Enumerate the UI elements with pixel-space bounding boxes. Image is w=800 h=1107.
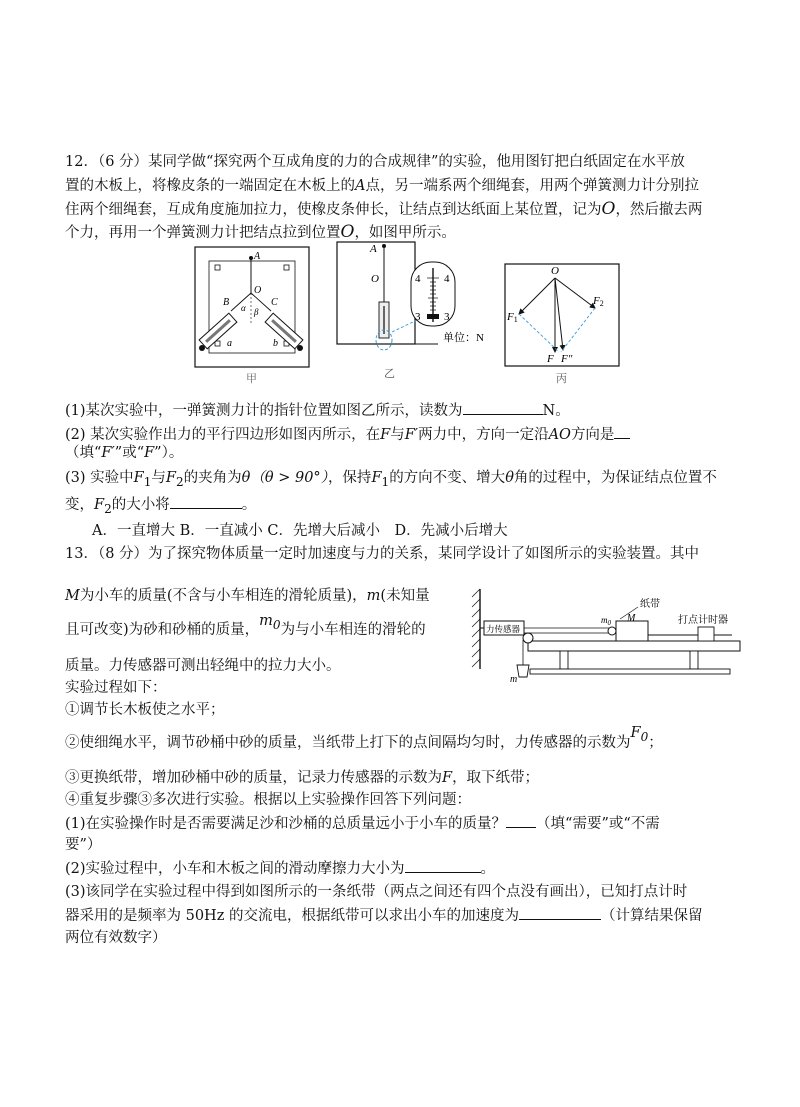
- bing-label-F1-sub: 1: [513, 315, 518, 324]
- q12-sub3: (3) 实验中$F_1$与$F_2$的夹角为θ（θ > 90°），保持$F_1$的方向不变、增大θ角的过程中，为保证结点位置不: [65, 470, 717, 489]
- apparatus-timer-label: 打点计时器: [678, 615, 728, 626]
- apparatus-m-label: m: [510, 674, 518, 685]
- q12-options: A．一直增大 B．一直减小 C．先增大后减小 D．先减小后增大: [92, 523, 508, 539]
- q12-line3: 住两个细绳套，互成角度施加拉力，使橡皮条伸长，让结点到达纸面上某位置，记为O，然后撤去两: [65, 199, 703, 219]
- jia-label-A: A: [254, 251, 261, 262]
- blank-q13-2[interactable]: [405, 858, 481, 873]
- svg-text:m0: $m_0$: [601, 615, 611, 627]
- yi-unit: 单位：N: [443, 332, 484, 344]
- bing-label-F2-sub: 2: [599, 299, 604, 308]
- figure-apparatus: [470, 585, 745, 685]
- q13-ask3: (3)该同学在实验过程中得到如图所示的一条纸带（两点之间还有四个点没有画出），已知打点计时: [65, 884, 688, 900]
- q13-line1: 13．（8 分）为了探究物体质量一定时加速度与力的关系，某同学设计了如图所示的实验装置。其中: [65, 546, 700, 562]
- q12-sub1: (1)某次实验中，一弹簧测力计的指针位置如图乙所示，读数为 N。: [65, 400, 570, 421]
- jia-label-a: a: [227, 338, 232, 349]
- blank-q13-1[interactable]: [506, 813, 536, 828]
- blank-q12-2[interactable]: [614, 424, 630, 439]
- svg-text:F1: [506, 311, 518, 324]
- q13-ask3-cont: 器采用的是频率为 50Hz 的交流电，根据纸带可以求出小车的加速度为 （计算结果保留: [65, 905, 702, 926]
- figure-yi: [335, 240, 495, 380]
- bing-label-F1: F: [507, 311, 514, 323]
- q13-para3: 质量。力传感器可测出轻绳中的拉力大小。: [65, 658, 341, 674]
- yi-tick-3-left: 3: [415, 311, 421, 323]
- svg-text:F2: [592, 295, 604, 308]
- apparatus-tape-label: 纸带: [640, 599, 660, 610]
- jia-label-C: C: [271, 297, 278, 308]
- yi-label-A: A: [370, 243, 377, 255]
- yi-label-O: O: [371, 273, 379, 285]
- q12-sub3-cont: 变，$F_2$的大小将 。: [65, 494, 256, 519]
- bing-caption: 丙: [556, 373, 567, 385]
- blank-q12-1[interactable]: [463, 400, 543, 415]
- q13-ask1: (1)在实验操作时是否需要满足沙和沙桶的总质量远小于小车的质量？ （填“需要”或“不需: [65, 813, 660, 834]
- q12-sub2-cont: （填“F′”或“F”）。: [65, 445, 184, 461]
- jia-label-beta: β: [254, 307, 259, 317]
- yi-tick-4-right: 4: [444, 273, 450, 285]
- figure-bing: [503, 262, 621, 386]
- yi-tick-4-left: 4: [415, 273, 421, 285]
- apparatus-sensor-label: 力传感器: [486, 624, 521, 634]
- yi-caption: 乙: [384, 368, 395, 380]
- q12-sub2: (2) 某次实验作出力的平行四边形如图丙所示，在F与F′两力中，方向一定沿AO方向是: [65, 424, 630, 445]
- q13-step4: ④重复步骤③多次进行实验。根据以上实验操作回答下列问题：: [65, 792, 471, 808]
- jia-label-alpha: α: [241, 303, 246, 313]
- q13-para1: M为小车的质量(不含与小车相连的滑轮质量)，m(未知量: [65, 588, 430, 604]
- q13-step2: ②使细绳水平，调节砂桶中砂的质量，当纸带上打下的点间隔均匀时，力传感器的示数为$F_0$；: [65, 725, 663, 751]
- jia-label-B: B: [223, 297, 230, 308]
- q13-para2: 且可改变)为砂和砂桶的质量，$m_0$为与小车相连的滑轮的: [65, 613, 426, 638]
- jia-label-O: O: [254, 285, 262, 296]
- q12-line1: 12．（6 分）某同学做“探究两个互成角度的力的合成规律”的实验，他用图钉把白纸固定在水平放: [65, 154, 685, 170]
- bing-label-F: F: [547, 353, 554, 365]
- bing-label-O: O: [551, 265, 559, 277]
- q13-step1: ①调节长木板使之水平；: [65, 702, 225, 718]
- figure-jia: [193, 245, 311, 385]
- bing-label-F2: F: [593, 295, 600, 307]
- blank-q13-3[interactable]: [519, 905, 601, 920]
- q12-line4: 个力，再用一个弹簧测力计把结点拉到位置O，如图甲所示。: [65, 222, 456, 242]
- q13-proc: 实验过程如下：: [65, 680, 167, 696]
- yi-tick-3-right: 3: [444, 311, 450, 323]
- q13-step3: ③更换纸带，增加砂桶中砂的质量，记录力传感器的示数为F，取下纸带；: [65, 770, 540, 786]
- apparatus-M-label: M: [627, 613, 636, 624]
- bing-label-Fpp: F″: [561, 353, 573, 365]
- jia-caption: 甲: [246, 373, 257, 385]
- q12-line2: 置的木板上，将橡皮条的一端固定在木板上的A点，另一端系两个细绳套，用两个弹簧测力计分别拉: [65, 178, 699, 194]
- q13-ask2: (2)实验过程中，小车和木板之间的滑动摩擦力大小为 。: [65, 858, 495, 879]
- jia-label-b: b: [273, 338, 278, 349]
- blank-q12-3[interactable]: [170, 494, 242, 509]
- q13-ask1-cont: 要”）: [65, 837, 102, 853]
- q13-ask3-end: 两位有效数字）: [65, 930, 167, 946]
